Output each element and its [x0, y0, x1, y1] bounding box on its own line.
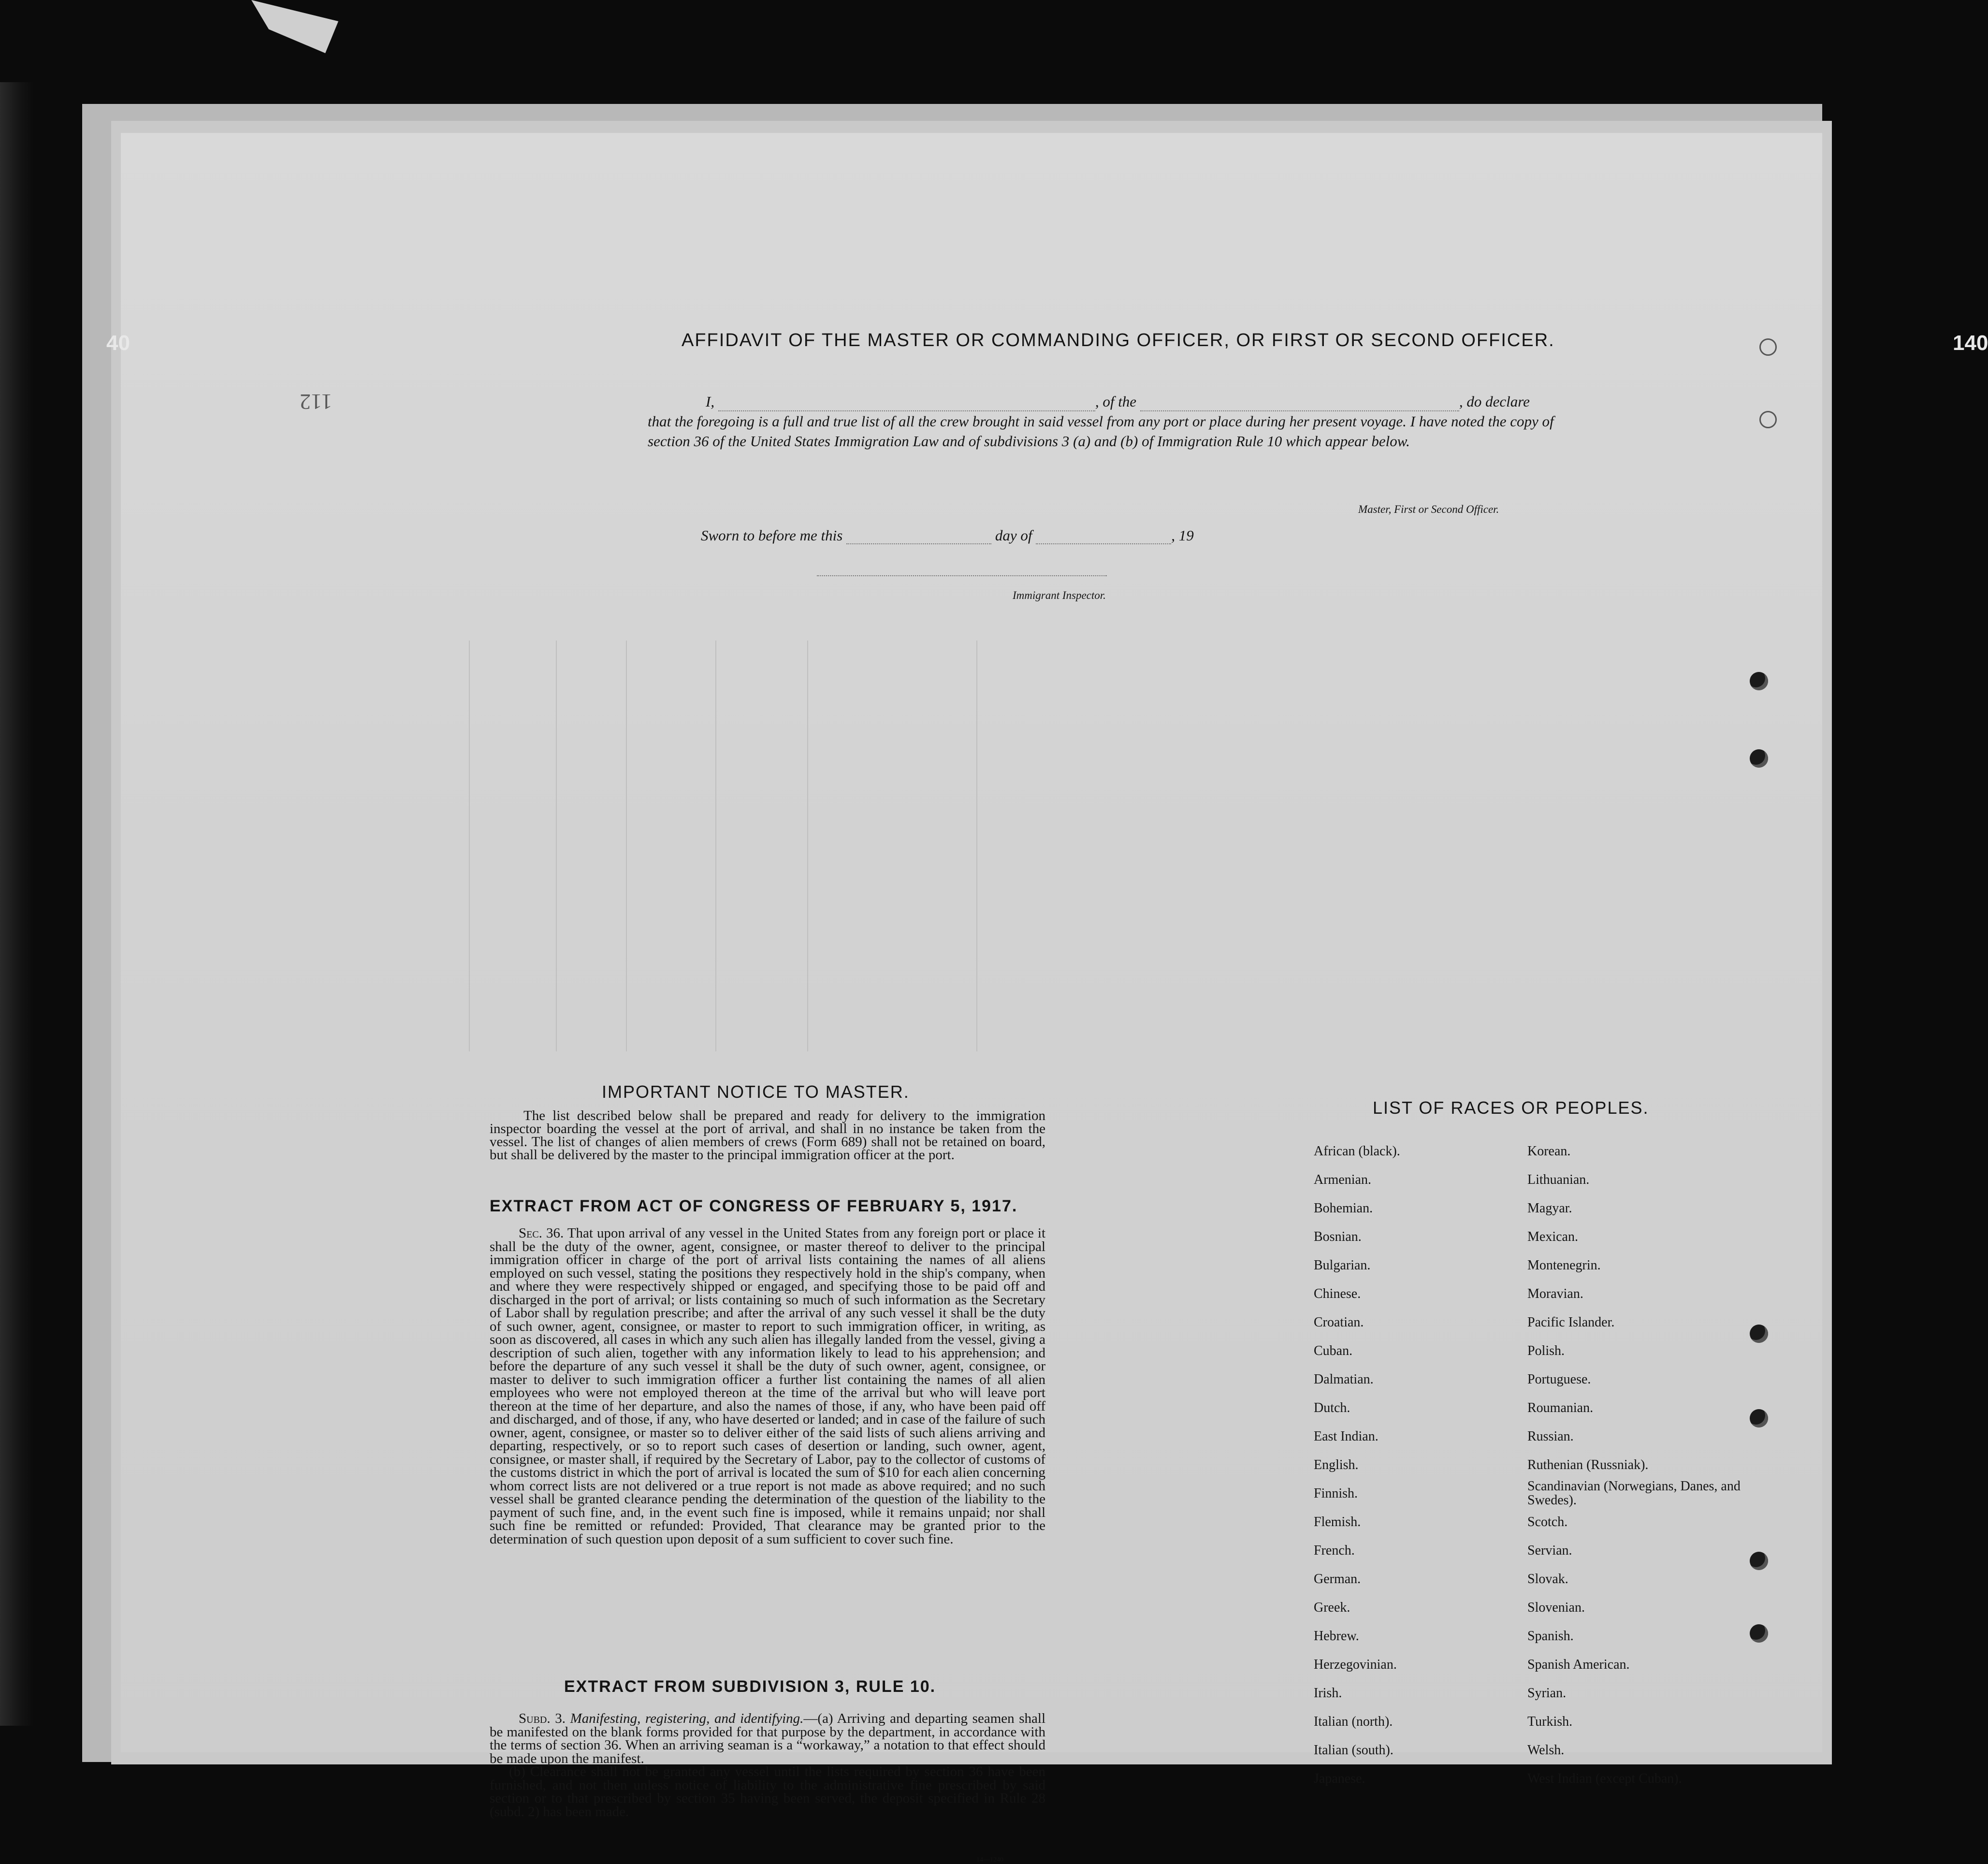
- page-number-left: 40: [106, 331, 130, 355]
- act-section-label: Sec. 36.: [519, 1225, 564, 1241]
- race-item: Cuban.: [1314, 1343, 1353, 1358]
- binder-hole-icon: [1750, 1325, 1768, 1343]
- race-item: German.: [1314, 1572, 1361, 1587]
- document-page: [106, 133, 1988, 1864]
- race-item: West Indian (except Cuban).: [1527, 1771, 1682, 1786]
- rule-title: EXTRACT FROM SUBDIVISION 3, RULE 10.: [564, 1677, 936, 1696]
- sworn-label: Sworn to before me this: [701, 527, 843, 544]
- race-item: Slovak.: [1527, 1572, 1568, 1587]
- race-item: Lithuanian.: [1527, 1172, 1590, 1187]
- race-item: Bulgarian.: [1314, 1258, 1371, 1273]
- torn-paper-corner: [251, 0, 338, 53]
- affidavit-of-the: , of the: [1095, 393, 1137, 410]
- inspector-signature-line: [817, 575, 1107, 576]
- race-item: Flemish.: [1314, 1514, 1361, 1529]
- race-item: Mexican.: [1527, 1229, 1578, 1244]
- form-number: 14—1240: [976, 1856, 1003, 1864]
- affidavit-declaration: that the foregoing is a full and true list of all the crew brought in said vessel from any port or place during her present voyage. I have noted the copy of section 36 of the United States Immigration Law and of subdivisions 3 (a) and (b) of Immigration Rule 10 which appear below.: [648, 413, 1554, 450]
- race-item: Dutch.: [1314, 1400, 1350, 1415]
- faint-column-line: [976, 641, 977, 1051]
- race-item: English.: [1314, 1457, 1359, 1472]
- race-item: Greek.: [1314, 1600, 1350, 1615]
- race-item: Bosnian.: [1314, 1229, 1362, 1244]
- rule-text-a: —(a) Arriving and departing seamen shall be manifested on the blank forms provided for that purpose by the department, in accordance with the terms of section 36. When an arriving seaman is a “workaway,” a notation to that effect should be made upon the manifest.: [490, 1711, 1045, 1766]
- bleed-through-number: 112: [300, 390, 333, 414]
- race-item: Italian (south).: [1314, 1743, 1393, 1758]
- race-item: Slovenian.: [1527, 1600, 1585, 1615]
- race-item: Ruthenian (Russniak).: [1527, 1457, 1649, 1472]
- race-item: Syrian.: [1527, 1686, 1567, 1701]
- scan-edge: [0, 82, 34, 1726]
- signature-label: Master, First or Second Officer.: [1358, 503, 1499, 515]
- race-item: Hebrew.: [1314, 1629, 1359, 1644]
- race-item: Armenian.: [1314, 1172, 1371, 1187]
- rule-text: [490, 1712, 1045, 1819]
- races-title: LIST OF RACES OR PEOPLES.: [1373, 1098, 1649, 1118]
- notice-text: [490, 1109, 1045, 1162]
- rule-text-b: (b) Clearance shall not be granted any vessel until the lists required by section 36 have been furnished, and not then unless notice of liability to the administrative fine prescribed by said section or to that prescribed by section 35 having been served, the deposit specified in Rule 28 (subd. 2) has been made.: [490, 1764, 1045, 1820]
- inspector-label: Immigrant Inspector.: [1013, 589, 1106, 601]
- race-item: Welsh.: [1527, 1743, 1565, 1758]
- races-list-right: [1527, 1137, 1750, 1793]
- faint-column-line: [469, 641, 470, 1051]
- notice-title: IMPORTANT NOTICE TO MASTER.: [602, 1082, 910, 1102]
- race-item: Korean.: [1527, 1144, 1571, 1159]
- race-item: Finnish.: [1314, 1486, 1358, 1501]
- act-title: EXTRACT FROM ACT OF CONGRESS OF FEBRUARY 5, 1917.: [490, 1197, 1018, 1215]
- binder-hole-icon: [1750, 672, 1768, 690]
- race-item: Irish.: [1314, 1686, 1342, 1701]
- race-item: Spanish American.: [1527, 1657, 1630, 1672]
- act-body: That upon arrival of any vessel in the United States from any foreign port or place it shall be the duty of the owner, agent, consignee, or master thereof to deliver to the principal immigration officer in charge of the port of arrival lists containing the names of all aliens employed on such vessel, stating the positions they respectively hold in the ship's company, when and where they were respectively shipped or engaged, and specifying those to be paid off and discharged in the port of arrival; or lists containing so much of such information as the Secretary of Labor shall by regulation prescribe; and after the arrival of any such vessel it shall be the duty of such owner, agent, consignee, or master to report to such immigration officer, in writing, as soon as discovered, all cases in which any such alien has illegally landed from the vessel, giving a description of such alien, together with any information likely to lead to his apprehension; and before the departure of any such vessel it shall be the duty of such owner, agent, consignee, or master to deliver to such immigration officer a further list containing the names of all alien employees who were not employed thereon at the time of the arrival but who will leave port thereon at the time of her departure, and also the names of those, if any, who have been paid off and discharged, and of those, if any, who have deserted or landed; and in case of the failure of such owner, agent, consignee, or master so to deliver either of the said lists of such aliens arriving and departing, respectively, or so to report such cases of desertion or landing, such owner, agent, consignee, or master shall, if required by the Secretary of Labor, pay to the collector of customs of the customs district in which the port of arrival is located the sum of $10 for each alien concerning whom correct lists are not delivered or a true report is not made as above required; and no such vessel shall be granted clearance pending the determination of the question of the liability to the payment of such fine, and, in the event such fine is imposed, while it remains unpaid; nor shall such fine be remitted or refunded: Provided, That clearance may be granted prior to the determination of such question upon deposit of a sum sufficient to cover such fine.: [490, 1225, 1046, 1547]
- notice-body: The list described below shall be prepared and ready for delivery to the immigration inspector boarding the vessel at the port of arrival, and shall in no instance be taken from the vessel. The list of changes of alien members of crews (Form 689) shall not be retained on board, but shall be delivered by the master to the principal immigration officer at the port.: [490, 1108, 1045, 1163]
- binder-hole-icon: [1750, 1624, 1768, 1643]
- binder-hole-icon: [1759, 338, 1777, 356]
- binder-hole-icon: [1750, 749, 1768, 768]
- faint-column-line: [626, 641, 627, 1051]
- binder-hole-icon: [1750, 1552, 1768, 1570]
- race-item: Spanish.: [1527, 1629, 1574, 1644]
- race-item: Dalmatian.: [1314, 1372, 1374, 1387]
- races-list-left: [1314, 1137, 1400, 1793]
- page-number-right: 140: [1953, 331, 1988, 355]
- race-item: Polish.: [1527, 1343, 1565, 1358]
- race-item: Portuguese.: [1527, 1372, 1591, 1387]
- race-item: Italian (north).: [1314, 1714, 1393, 1729]
- race-item: French.: [1314, 1543, 1355, 1558]
- day-of-label: day of: [995, 527, 1032, 544]
- affidavit-i-label: I,: [706, 393, 715, 410]
- race-item: Moravian.: [1527, 1286, 1583, 1301]
- race-item: Chinese.: [1314, 1286, 1361, 1301]
- month-blank[interactable]: [1036, 543, 1171, 544]
- faint-column-line: [556, 641, 557, 1051]
- faint-column-line: [715, 641, 716, 1051]
- race-item: Turkish.: [1527, 1714, 1573, 1729]
- race-item: Pacific Islander.: [1527, 1315, 1615, 1330]
- race-item: African (black).: [1314, 1144, 1400, 1159]
- race-item: Bohemian.: [1314, 1201, 1373, 1216]
- year-label: , 19: [1171, 527, 1194, 544]
- affidavit-do-declare: , do declare: [1459, 393, 1530, 410]
- race-item: Montenegrin.: [1527, 1258, 1601, 1273]
- sworn-line: [701, 527, 1281, 544]
- rule-subd-heading: Manifesting, registering, and identifying.: [570, 1711, 804, 1726]
- race-item: Scotch.: [1527, 1514, 1568, 1529]
- binder-hole-icon: [1759, 411, 1777, 428]
- affidavit-title: AFFIDAVIT OF THE MASTER OR COMMANDING OFFICER, OR FIRST OR SECOND OFFICER.: [682, 330, 1555, 350]
- faint-column-line: [807, 641, 808, 1051]
- race-item: Russian.: [1527, 1429, 1574, 1444]
- race-item: Herzegovinian.: [1314, 1657, 1397, 1672]
- day-blank[interactable]: [846, 543, 991, 544]
- race-item: Croatian.: [1314, 1315, 1364, 1330]
- rule-subd-label: Subd. 3.: [519, 1711, 566, 1726]
- race-item: Japanese.: [1314, 1771, 1365, 1786]
- race-item: East Indian.: [1314, 1429, 1379, 1444]
- race-item: Magyar.: [1527, 1201, 1572, 1216]
- race-item: Servian.: [1527, 1543, 1572, 1558]
- binder-hole-icon: [1750, 1409, 1768, 1427]
- act-text: [490, 1227, 1045, 1546]
- race-item: Scandinavian (Norwegians, Danes, and Swedes).: [1527, 1479, 1741, 1508]
- affidavit-text: [648, 392, 1576, 451]
- race-item: Roumanian.: [1527, 1400, 1594, 1415]
